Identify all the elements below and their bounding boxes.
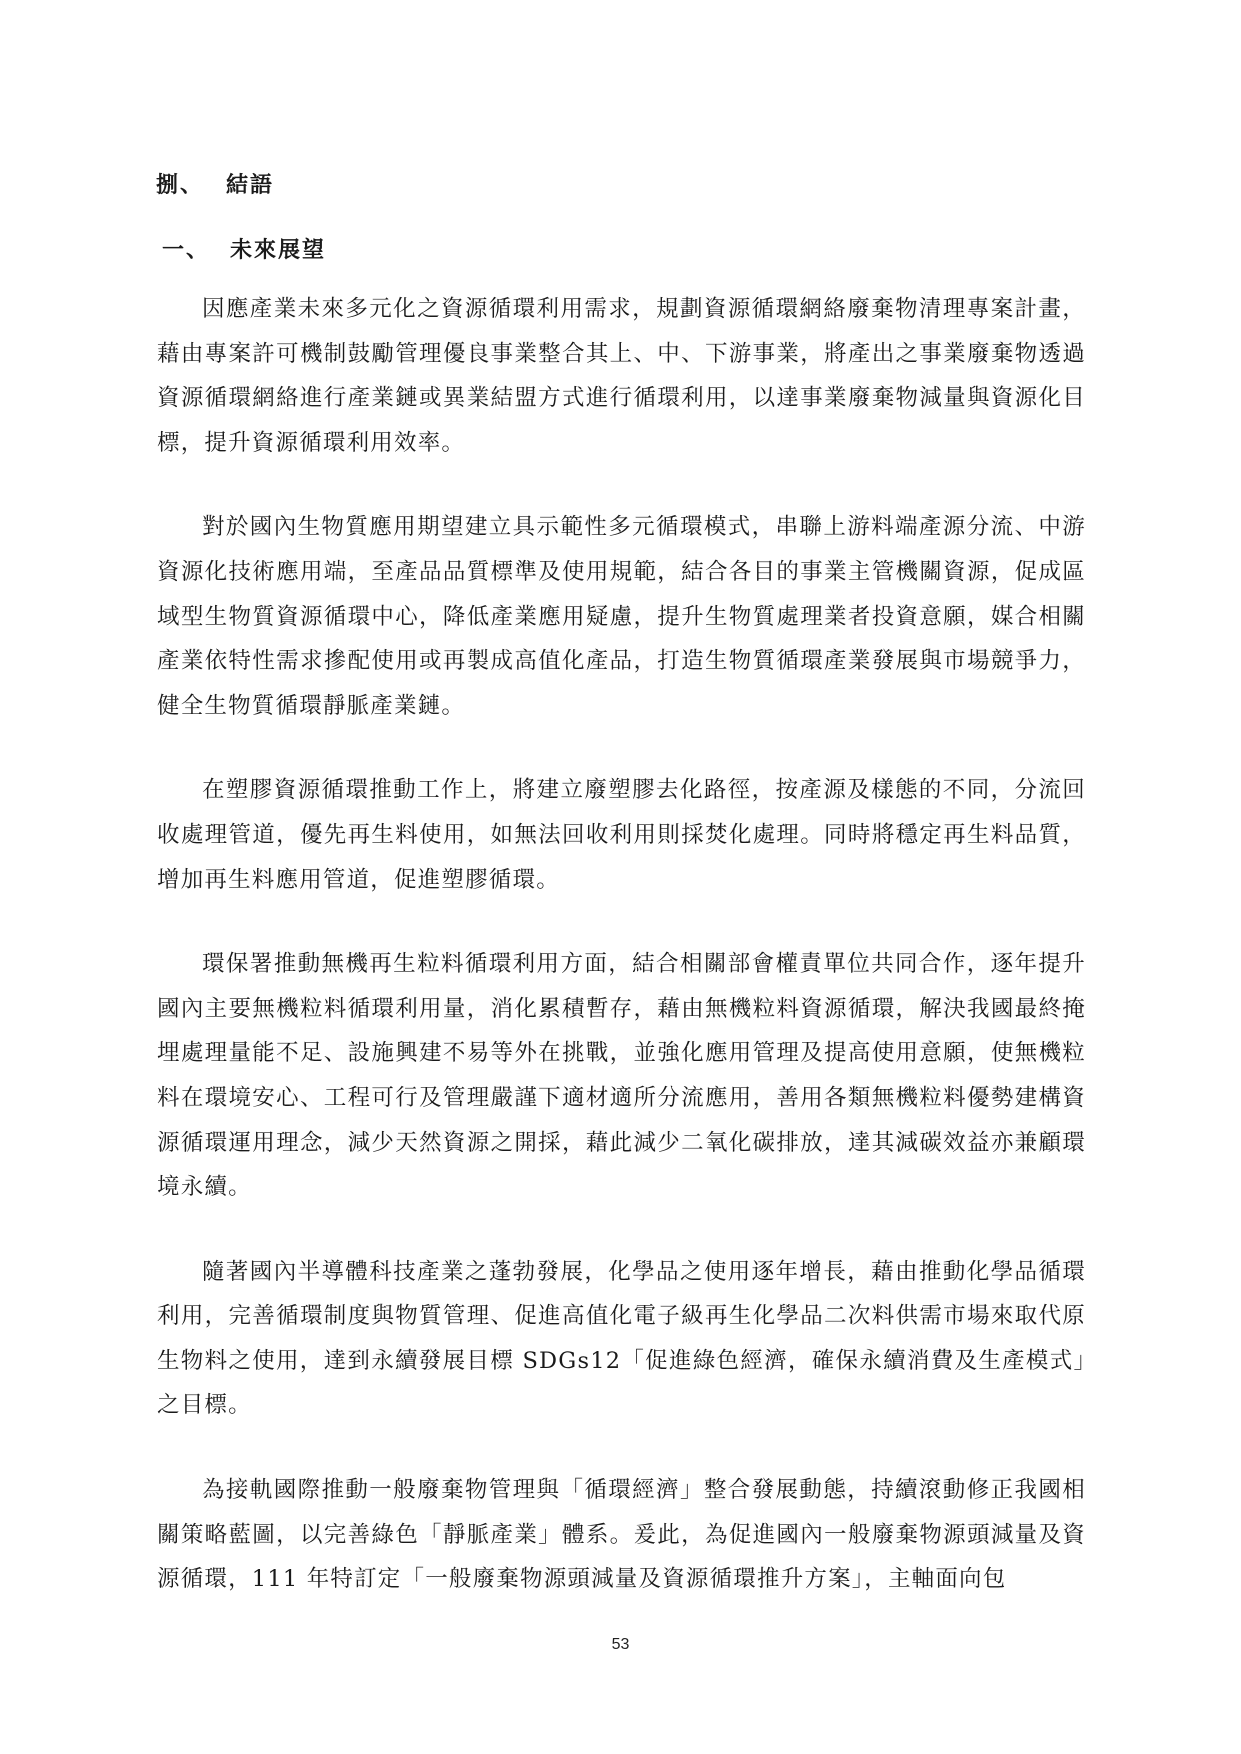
paragraph-inorganic-aggregate: 環保署推動無機再生粒料循環利用方面，結合相關部會權責單位共同合作，逐年提升國內主要無機粒料循環利用量，消化累積暫存，藉由無機粒料資源循環，解決我國最終掩埋處理量能不足、設施興建不易等外在挑戰，並強化應用管理及提高使用意願，使無機粒料在環境安心、工程可行及管理嚴謹下適材適所分流應用，善用各類無機粒料優勢建構資源循環運用理念，減少天然資源之開採，藉此減少二氧化碳排放，達其減碳效益亦兼顧環境永續。 <box>157 951 1086 1201</box>
body-text <box>157 287 1086 1602</box>
section-heading <box>162 233 326 264</box>
paragraph-plastics: 在塑膠資源循環推動工作上，將建立廢塑膠去化路徑，按產源及樣態的不同，分流回收處理管道，優先再生料使用，如無法回收利用則採焚化處理。同時將穩定再生料品質，增加再生料應用管道，促進塑膠循環。 <box>157 777 1086 893</box>
section-number: 一、 <box>162 237 211 263</box>
chapter-heading <box>156 168 274 199</box>
chapter-number: 捌、 <box>156 172 205 198</box>
paragraph-biomass: 對於國內生物質應用期望建立具示範性多元循環模式，串聯上游料端產源分流、中游資源化技術應用端，至產品品質標準及使用規範，結合各目的事業主管機關資源，促成區域型生物質資源循環中心，降低產業應用疑慮，提升生物質處理業者投資意願，媒合相關產業依特性需求摻配使用或再製成高值化產品，打造生物質循環產業發展與市場競爭力，健全生物質循環靜脈產業鏈。 <box>157 514 1086 719</box>
paragraph-general-waste: 為接軌國際推動一般廢棄物管理與「循環經濟」整合發展動態，持續滾動修正我國相關策略藍圖，以完善綠色「靜脈產業」體系。爰此，為促進國內一般廢棄物源頭減量及資源循環，111 年特訂定「一般廢棄物源頭減量及資源循環推升方案」，主軸面向包 <box>157 1477 1086 1593</box>
paragraph-resource-network: 因應產業未來多元化之資源循環利用需求，規劃資源循環網絡廢棄物清理專案計畫，藉由專案許可機制鼓勵管理優良事業整合其上、中、下游事業，將產出之事業廢棄物透過資源循環網絡進行產業鏈或異業結盟方式進行循環利用，以達事業廢棄物減量與資源化目標，提升資源循環利用效率。 <box>157 296 1086 456</box>
paragraph-chemicals: 隨著國內半導體科技產業之蓬勃發展，化學品之使用逐年增長，藉由推動化學品循環利用，完善循環制度與物質管理、促進高值化電子級再生化學品二次料供需市場來取代原生物料之使用，達到永續發展目標 SDGs12「促進綠色經濟，確保永續消費及生產模式」之目標。 <box>157 1258 1086 1419</box>
chapter-title: 結語 <box>226 172 275 198</box>
page-number: 53 <box>611 1636 630 1653</box>
section-title: 未來展望 <box>230 237 327 263</box>
